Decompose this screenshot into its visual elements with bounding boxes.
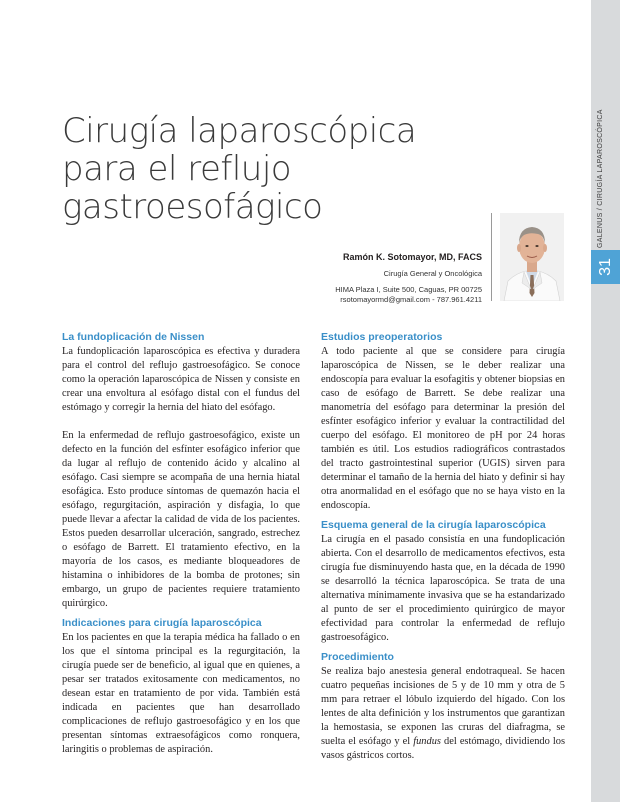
paragraph: La fundoplicación laparoscópica es efectiva y duradera para el control del reflujo gastroesofágico. Se conoce como la operación laparoscópica de Nissen y consiste en crear una envoltura al esófago distal con el fundus del estómago y corregir la hernia del hiato del esófago.: [62, 346, 300, 413]
section-indicaciones: [62, 617, 300, 757]
paragraph: En la enfermedad de reflujo gastroesofágico, existe un defecto en la función del esfínter esofágico inferior que da lugar al reflujo de contenido ácido y alcalino al esófago. Casi siempre se acompaña de una hernia hiatal esofágica. Esto produce síntomas de quemazón hacia el esófago, regurgitación, aspiración y disfagia, lo que puede llevar a afectar la calidad de vida de los pacientes. Estos pueden desarrollar ulceración, sangrado, estrechez o esófago de Barrett. El tratamiento efectivo, en la mayoría de los casos, es mediante bloqueadores de histamina o inhibidores de la bomba de protones; sin embargo, un grupo de pacientes requiere tratamiento quirúrgico.: [62, 430, 300, 609]
paragraph: La cirugía en el pasado consistía en una fundoplicación abierta. Con el desarrollo de medicamentos efectivos, esta cirugía fue disminuyendo hasta que, en la década de 1990 se desarrolló la técnica laparoscópica. Se trata de una alternativa mínimamente invasiva que se ha estandarizado al punto de ser el procedimiento quirúrgico de mayor efectividad para controlar la enfermedad de reflujo gastroesofágico.: [321, 534, 565, 643]
paragraph-text: del estómago, dividiendo los vasos gástricos cortos.: [321, 736, 565, 761]
side-tab: [591, 0, 620, 802]
section-heading: Estudios preoperatorios: [321, 331, 443, 343]
page-number: [591, 252, 620, 282]
paragraph: En los pacientes en que la terapia médica ha fallado o en los que el síntoma principal es la regurgitación, la cirugía puede ser de beneficio, al igual que en quienes, a pesar ser tratados exitosamente con medicamentos, no desean estar en tratamiento de por vida. También está indicada en pacientes que han desarrollado complicaciones de reflujo gastroesofágico y en los que presentan síntomas extraesofágicos como ronquera, laringitis o problemas de aspiración.: [62, 632, 300, 755]
author-photo: [500, 213, 564, 301]
page-number-text: 31: [596, 258, 614, 276]
author-portrait: [500, 213, 564, 301]
title-line-3: gastroesofágico: [62, 187, 323, 227]
section-procedimiento: [321, 651, 565, 763]
section-nissen: [62, 331, 300, 611]
section-estudios: [321, 331, 565, 513]
section-label: [597, 230, 604, 248]
paragraph: A todo paciente al que se considere para cirugía laparoscópica de Nissen, se le deber realizar una endoscopía para evaluar la esofagitis y obtener biopsias en caso de esófago de Barrett. Se debe realizar una manometría del esófago para determinar la presión del esfínter esofágico inferior y evaluar la contractilidad del cuerpo del esófago. El monitoreo de pH por 24 horas también es útil. Los estudios radiográficos contrastados del tracto gastrointestinal superior (UGIS) sirven para determinar el tamaño de la hernia del hiato y definir si hay otra anormalidad en el esófago que no se haya visto en la endoscopía.: [321, 346, 565, 511]
section-heading: Esquema general de la cirugía laparoscópica: [321, 519, 546, 531]
author-role: Cirugía General y Oncológica: [383, 269, 482, 278]
author-address: HIMA Plaza I, Suite 500, Caguas, PR 00725: [335, 285, 482, 294]
section-heading: La fundoplicación de Nissen: [62, 331, 205, 343]
section-esquema: [321, 519, 565, 645]
title-line-2: para el reflujo: [62, 149, 292, 189]
title-line-1: Cirugía laparoscópica: [62, 111, 417, 151]
section-heading: Procedimiento: [321, 651, 394, 663]
italic-term: fundus: [413, 736, 441, 747]
section-heading: Indicaciones para cirugía laparoscópica: [62, 617, 262, 629]
left-column: [62, 331, 300, 763]
paragraph-text: Se realiza bajo anestesia general endotraqueal. Se hacen cuatro pequeñas incisiones de 5 y de 10 mm y otra de 5 mm para retraer el lóbulo izquierdo del hígado. Con los lentes de alta definición y los instrumentos que garantizan la hemostasia, se exponen las cruras del diafragma, se suelta el esófago y el: [321, 666, 565, 747]
author-contact: rsotomayormd@gmail.com - 787.961.4211: [340, 295, 482, 304]
author-name: Ramón K. Sotomayor, MD, FACS: [342, 252, 482, 262]
right-column: [321, 331, 565, 769]
author-photo-frame: [491, 213, 563, 301]
author-block: [300, 252, 482, 305]
paragraph: [321, 665, 565, 763]
article-title: [62, 112, 482, 226]
